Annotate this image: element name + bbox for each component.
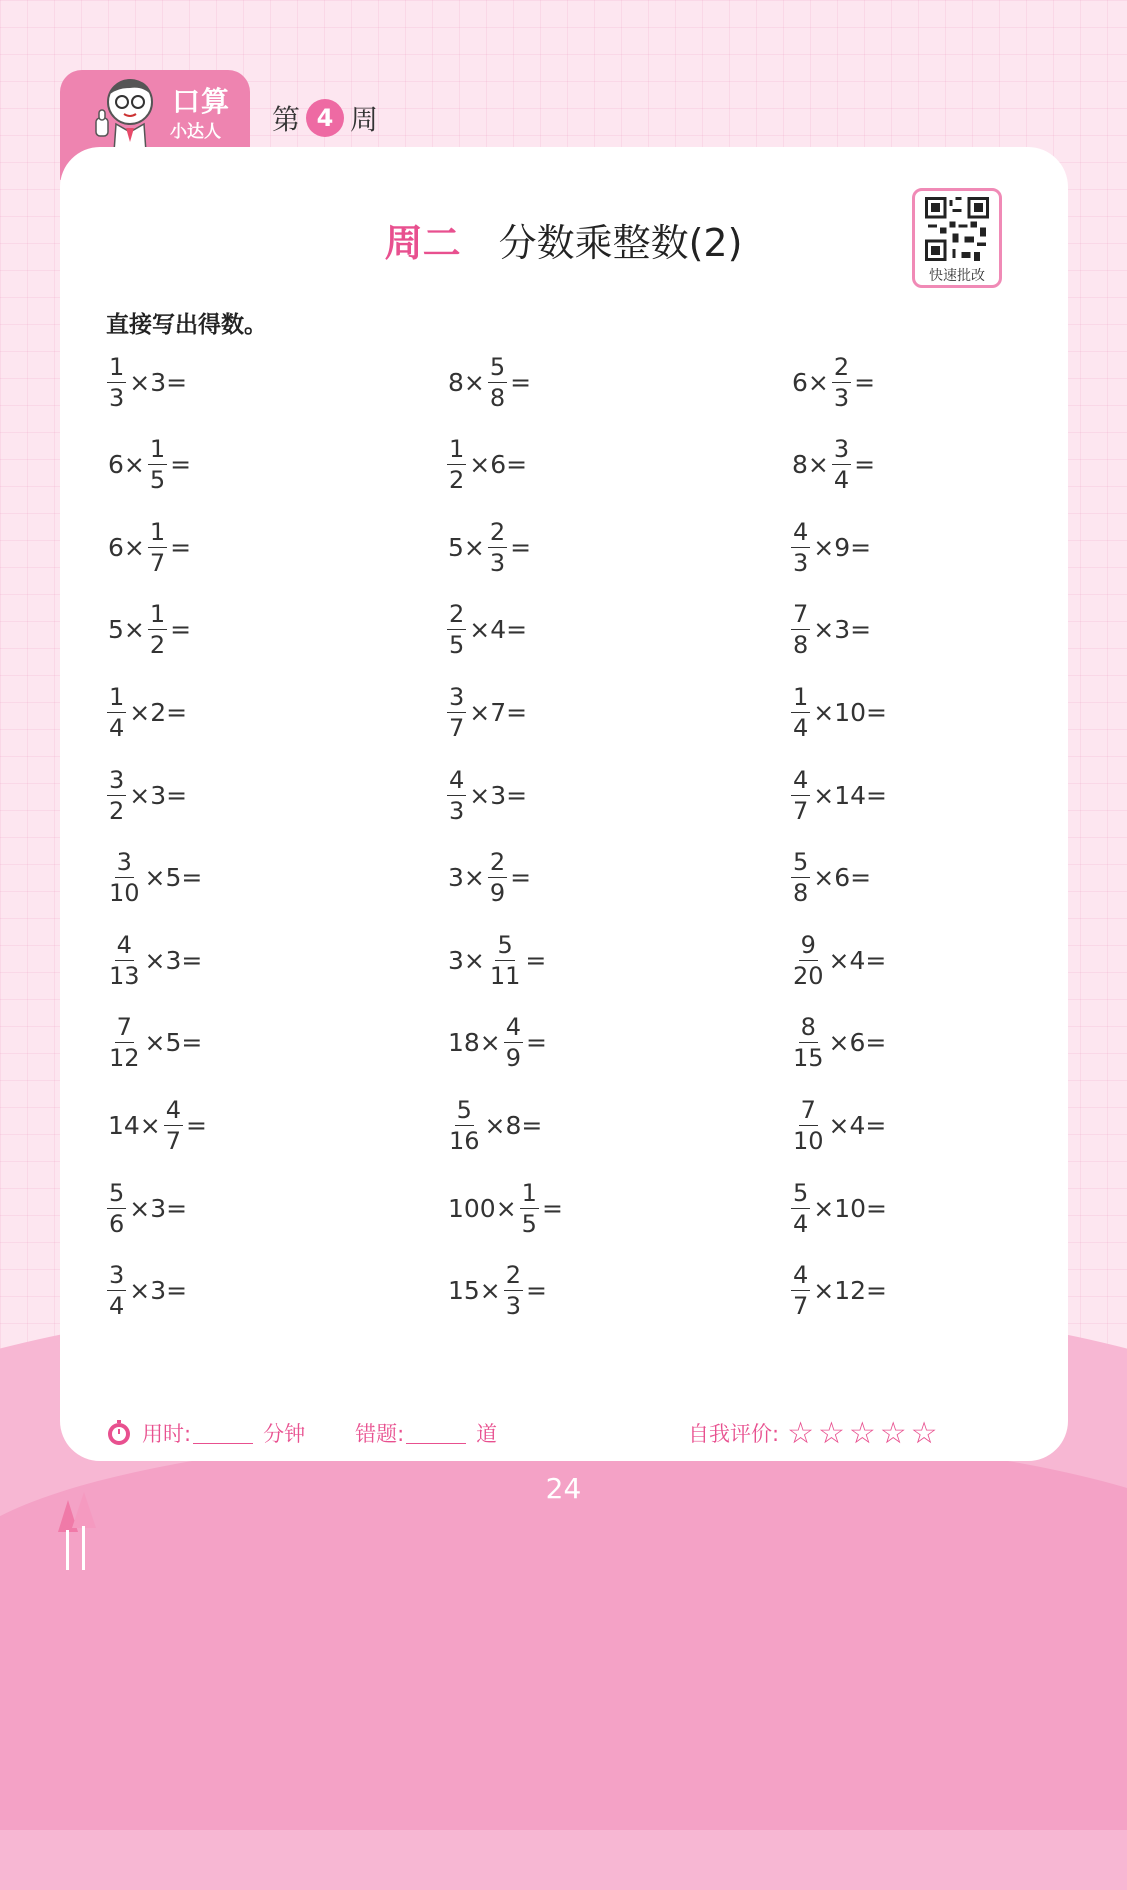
numerator: 1 [109,352,125,381]
expression-text: ×3= [129,780,188,810]
fraction [791,765,810,825]
expression-text: 3× [448,863,485,893]
errors-unit: 道 [476,1422,498,1446]
problem-item [106,1179,189,1237]
denominator: 6 [109,1209,125,1238]
denominator: 3 [833,383,850,412]
expression-text: = [854,450,876,480]
numerator: 9 [800,930,816,959]
expression-text: 8× [792,450,829,480]
denominator: 3 [489,548,506,577]
denominator: 2 [109,796,125,825]
fraction [447,435,466,495]
problem-item [446,766,529,824]
rating-label: 自我评价: [688,1422,780,1446]
fraction [447,1095,482,1155]
fraction [447,682,466,742]
numerator: 4 [793,765,809,794]
fraction [832,435,851,495]
problem-item [106,1262,189,1320]
denominator: 4 [109,1292,125,1321]
expression-text: ×6= [828,1028,887,1058]
problem-item [106,766,189,824]
fraction [791,848,810,908]
problem-item [106,1096,209,1154]
problem-item [790,849,873,907]
fraction [107,682,126,742]
denominator: 5 [149,466,166,495]
denominator: 20 [793,961,824,990]
week-prefix: 第 [272,103,301,136]
fraction [791,1095,826,1155]
expression-text: ×14= [813,780,887,810]
numerator: 2 [505,1261,522,1290]
numerator: 2 [833,352,850,381]
fraction [107,1261,126,1321]
fraction [447,600,466,660]
expression-text: = [510,863,532,893]
problem-item [790,436,877,494]
denominator: 4 [109,713,125,742]
problem-item [106,436,193,494]
numerator: 7 [800,1095,816,1124]
fraction [791,1178,810,1238]
numerator: 5 [793,1178,809,1207]
badge-subtitle: 小达人 [170,122,221,142]
numerator: 1 [449,435,465,464]
numerator: 1 [149,600,166,629]
expression-text: ×5= [144,1028,203,1058]
denominator: 2 [149,631,166,660]
problem-item [790,1096,888,1154]
fraction [791,600,810,660]
time-label: 用时: [142,1422,192,1446]
fraction [791,1261,810,1321]
expression-text: = [854,367,876,397]
numerator: 8 [800,1013,816,1042]
qr-label: 快速批改 [929,268,985,284]
fraction [504,1261,523,1321]
numerator: 7 [116,1013,132,1042]
numerator: 3 [833,435,850,464]
expression-text: ×10= [813,697,887,727]
expression-text: 3× [448,945,485,975]
numerator: 4 [116,930,132,959]
denominator: 10 [793,1126,824,1155]
numerator: 3 [116,848,132,877]
expression-text: = [170,450,192,480]
problem-item [446,849,533,907]
expression-text: = [541,1193,563,1223]
problem-item [446,683,529,741]
expression-text: 14× [108,1110,161,1140]
expression-text: 6× [108,450,145,480]
numerator: 2 [489,517,506,546]
fraction [791,930,826,990]
denominator: 7 [793,1292,809,1321]
numerator: 5 [456,1095,472,1124]
denominator: 15 [793,1044,824,1073]
qr-code [923,197,991,261]
numerator: 5 [109,1178,125,1207]
expression-text: 6× [108,532,145,562]
expression-text: ×4= [828,1110,887,1140]
denominator: 5 [449,631,465,660]
denominator: 3 [109,383,125,412]
numerator: 3 [109,1261,125,1290]
expression-text: ×3= [813,615,872,645]
problem-item [446,353,533,411]
numerator: 5 [497,930,513,959]
instruction: 直接写出得数。 [106,312,267,338]
expression-text: = [526,1028,547,1058]
fraction [488,930,523,990]
problem-item [106,1014,204,1072]
character-mascot-icon [86,72,166,152]
denominator: 5 [521,1209,537,1238]
expression-text: 15× [448,1276,501,1306]
denominator: 4 [793,1209,809,1238]
denominator: 10 [109,879,140,908]
fraction [148,517,167,577]
problem-item [106,601,193,659]
fraction [107,930,142,990]
numerator: 5 [793,848,809,877]
time-unit: 分钟 [263,1422,306,1446]
problem-item [106,353,189,411]
expression-text: = [510,367,532,397]
denominator: 7 [449,713,465,742]
problem-item [446,931,548,989]
fraction [107,1178,126,1238]
denominator: 7 [149,548,166,577]
arrow-tree-icon [52,1492,102,1570]
expression-text: = [526,1276,547,1306]
numerator: 4 [165,1095,182,1124]
alarm-clock-icon [306,99,344,137]
problem-item [790,601,873,659]
denominator: 4 [833,466,850,495]
expression-text: ×6= [469,450,528,480]
numerator: 5 [489,352,506,381]
errors-field[interactable] [406,1423,466,1444]
problem-item [446,1096,544,1154]
expression-text: 5× [108,615,145,645]
worksheet-card [60,147,1068,1461]
problem-item [106,518,193,576]
problem-item [790,518,873,576]
problem-item [106,683,189,741]
problem-item [790,931,888,989]
fraction [791,1013,826,1073]
expression-text: ×3= [129,1276,188,1306]
problem-item [446,518,533,576]
fraction [504,1013,523,1073]
expression-text: ×9= [813,532,872,562]
problem-item [106,849,204,907]
denominator: 3 [505,1292,522,1321]
numerator: 2 [449,600,465,629]
rating-stars[interactable]: ☆☆☆☆☆ [787,1415,942,1451]
denominator: 8 [793,879,809,908]
numerator: 1 [149,435,166,464]
numerator: 3 [449,682,465,711]
fraction [447,765,466,825]
expression-text: ×7= [469,697,528,727]
expression-text: ×3= [129,367,188,397]
expression-text: ×10= [813,1193,887,1223]
denominator: 9 [505,1044,522,1073]
problem-item [446,601,529,659]
expression-text: ×6= [813,863,872,893]
denominator: 7 [793,796,809,825]
denominator: 2 [449,466,465,495]
fraction [107,1013,142,1073]
expression-text: 5× [448,532,485,562]
expression-text: ×5= [144,863,203,893]
denominator: 8 [793,631,809,660]
errors-label: 错题: [355,1422,405,1446]
denominator: 4 [793,713,809,742]
numerator: 4 [449,765,465,794]
fraction [488,517,507,577]
footer-left [106,1416,497,1450]
numerator: 1 [521,1178,537,1207]
time-field[interactable] [193,1423,253,1444]
denominator: 9 [489,879,506,908]
fraction [107,848,142,908]
denominator: 12 [109,1044,140,1073]
expression-text: 100× [448,1193,517,1223]
expression-text: = [510,532,532,562]
expression-text: 18× [448,1028,501,1058]
expression-text: ×2= [129,697,188,727]
expression-text: = [525,945,547,975]
badge-title: 口算 [172,85,231,118]
page-number: 24 [545,1472,582,1505]
expression-text: = [170,532,192,562]
expression-text: = [186,1110,207,1140]
fraction [107,765,126,825]
problem-item [446,1179,565,1237]
problem-item [790,1179,889,1237]
problem-item [446,1262,549,1320]
problem-item [790,1262,889,1320]
expression-text: ×4= [828,945,887,975]
expression-text: 6× [792,367,829,397]
problem-item [790,1014,888,1072]
problem-item [446,1014,549,1072]
title-topic: 分数乘整数(2) [498,221,743,265]
expression-text: ×4= [469,615,528,645]
week-indicator [272,98,378,138]
denominator: 16 [449,1126,480,1155]
denominator: 8 [489,383,506,412]
fraction [832,352,851,412]
fraction [107,352,126,412]
numerator: 4 [505,1013,522,1042]
footer-right [688,1416,942,1450]
week-number: 4 [316,104,334,132]
fraction [148,435,167,495]
problem-item [446,436,529,494]
stopwatch-icon [106,1420,132,1446]
denominator: 3 [793,548,809,577]
fraction [488,848,507,908]
denominator: 13 [109,961,140,990]
problem-item [790,353,877,411]
expression-text: = [170,615,192,645]
denominator: 11 [489,961,521,990]
fraction [164,1095,183,1155]
problem-item [790,766,889,824]
problem-item [790,683,889,741]
numerator: 3 [109,765,125,794]
numerator: 1 [793,682,809,711]
fraction [791,517,810,577]
expression-text: ×12= [813,1276,887,1306]
expression-text: 8× [448,367,485,397]
qr-box[interactable] [912,188,1002,288]
week-suffix: 周 [350,103,379,136]
denominator: 7 [165,1126,182,1155]
numerator: 7 [793,600,809,629]
title-day: 周二 [384,221,461,265]
expression-text: ×3= [469,780,528,810]
fraction [148,600,167,660]
fraction [791,682,810,742]
fraction [488,352,507,412]
fraction [520,1178,539,1238]
numerator: 1 [149,517,166,546]
numerator: 1 [109,682,125,711]
denominator: 3 [449,796,465,825]
numerator: 4 [793,517,809,546]
expression-text: ×3= [144,945,203,975]
expression-text: ×3= [129,1193,188,1223]
expression-text: ×8= [484,1110,543,1140]
problem-item [106,931,204,989]
numerator: 4 [793,1261,809,1290]
numerator: 2 [489,848,506,877]
